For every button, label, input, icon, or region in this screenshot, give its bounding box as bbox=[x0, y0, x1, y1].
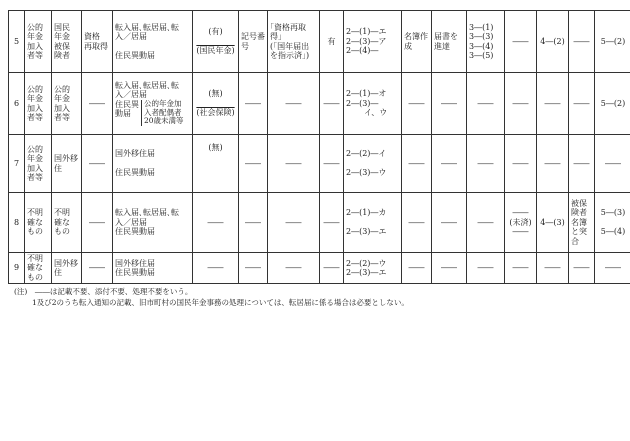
reference-cell: 2―(1)―エ 2―(3)―ア 2―(4)― bbox=[344, 11, 402, 73]
forward-cell: ―― bbox=[432, 253, 467, 284]
register-cell: ―― bbox=[402, 253, 432, 284]
note-exception: 1及び2のうち転入通知の記載、旧市町村の国民年金事務の処理については、転居届に係る場合は必要としない。 bbox=[32, 298, 409, 308]
presence-cell: ―― bbox=[320, 193, 344, 253]
instruction-cell: ―― bbox=[268, 73, 320, 135]
spouse-bracket: 公的年金加 入者配偶者 20歳未満等 bbox=[141, 100, 184, 127]
footnotes bbox=[14, 286, 409, 309]
section3-cell: ―― bbox=[467, 253, 505, 284]
qualification-cell: ―― bbox=[82, 135, 113, 193]
number-cell: ―― bbox=[239, 193, 268, 253]
instruction-cell: ―― bbox=[268, 253, 320, 284]
reference-cell: 2―(2)―イ 2―(3)―ウ bbox=[344, 135, 402, 193]
check-cell: ―― bbox=[569, 253, 595, 284]
check-cell: ―― bbox=[569, 11, 595, 73]
section5-cell: 5―(2) bbox=[595, 11, 630, 73]
notification-cell: 転入届､転居届､転 入／居届 住民異 動届 公的年金加 入者配偶者 20歳未満等 bbox=[113, 73, 193, 135]
row-number: 7 bbox=[9, 135, 25, 193]
register-cell: ―― bbox=[402, 193, 432, 253]
forward-cell: ―― bbox=[432, 193, 467, 253]
status-cell: ―― bbox=[505, 11, 537, 73]
qualification-cell: ―― bbox=[82, 193, 113, 253]
section4-cell: ―― bbox=[537, 253, 569, 284]
category-cell: 不明 確な もの bbox=[25, 253, 52, 284]
pension-flag-cell: ―― bbox=[193, 193, 239, 253]
section3-cell: ―― bbox=[467, 135, 505, 193]
table-row bbox=[9, 193, 630, 253]
category-cell: 公的 年金 加入 者等 bbox=[25, 135, 52, 193]
subcategory-cell: 公的 年金 加入 者等 bbox=[52, 73, 82, 135]
status-cell: ―― (未済) ―― bbox=[505, 193, 537, 253]
pension-flag-cell: (有) (国民年金) bbox=[193, 11, 239, 73]
forward-cell: ―― bbox=[432, 73, 467, 135]
check-cell: 被保 険者 名簿 と突 合 bbox=[569, 193, 595, 253]
number-cell: ―― bbox=[239, 253, 268, 284]
register-cell: ―― bbox=[402, 135, 432, 193]
row-number: 8 bbox=[9, 193, 25, 253]
note-definition: (注) ――は記載不要、添付不要、処理不要をいう。 bbox=[14, 287, 193, 296]
notification-cell: 国外移住届 住民異動届 bbox=[113, 135, 193, 193]
check-cell: ―― bbox=[569, 135, 595, 193]
presence-cell: ―― bbox=[320, 135, 344, 193]
number-cell: ―― bbox=[239, 135, 268, 193]
check-cell: ―― bbox=[569, 73, 595, 135]
section3-cell: ―― bbox=[467, 193, 505, 253]
status-cell: ―― bbox=[505, 253, 537, 284]
pension-flag-cell: (無) (社会保険) bbox=[193, 73, 239, 135]
presence-cell: ―― bbox=[320, 73, 344, 135]
register-cell: ―― bbox=[402, 73, 432, 135]
notification-cell: 国外移住届 住民異動届 bbox=[113, 253, 193, 284]
subcategory-cell: 不明 確な もの bbox=[52, 193, 82, 253]
instruction-cell: ―― bbox=[268, 193, 320, 253]
pension-flag-cell: (無) bbox=[193, 135, 239, 193]
section4-cell: ―― bbox=[537, 73, 569, 135]
section5-cell: 5―(3) 5―(4) bbox=[595, 193, 630, 253]
qualification-cell: ―― bbox=[82, 253, 113, 284]
qualification-cell: 資格 再取得 bbox=[82, 11, 113, 73]
section5-cell: ―― bbox=[595, 253, 630, 284]
register-cell: 名簿作 成 bbox=[402, 11, 432, 73]
number-cell: ―― bbox=[239, 73, 268, 135]
table-row bbox=[9, 11, 630, 73]
table-row bbox=[9, 73, 630, 135]
reference-cell: 2―(1)―カ 2―(3)―エ bbox=[344, 193, 402, 253]
presence-cell: ―― bbox=[320, 253, 344, 284]
section5-cell: ―― bbox=[595, 135, 630, 193]
row-number: 9 bbox=[9, 253, 25, 284]
table-row bbox=[9, 135, 630, 193]
category-cell: 不明 確な もの bbox=[25, 193, 52, 253]
section4-cell: 4―(2) bbox=[537, 11, 569, 73]
subcategory-cell: 国民 年金 被保 険者 bbox=[52, 11, 82, 73]
category-cell: 公的 年金 加入 者等 bbox=[25, 11, 52, 73]
section3-cell: ―― bbox=[467, 73, 505, 135]
row-number: 5 bbox=[9, 11, 25, 73]
pension-flag-cell: ―― bbox=[193, 253, 239, 284]
section3-cell: 3―(1) 3―(3) 3―(4) 3―(5) bbox=[467, 11, 505, 73]
notification-cell: 転入届､転居届､転 入／居届 住民異動届 bbox=[113, 193, 193, 253]
section4-cell: ―― bbox=[537, 135, 569, 193]
status-cell: ―― bbox=[505, 135, 537, 193]
subcategory-cell: 国外移 住 bbox=[52, 253, 82, 284]
section4-cell: 4―(3) bbox=[537, 193, 569, 253]
forward-cell: 届書を 進達 bbox=[432, 11, 467, 73]
instruction-cell: ―― bbox=[268, 135, 320, 193]
table-row bbox=[9, 253, 630, 284]
resident-move-block: 住民異 動届 公的年金加 入者配偶者 20歳未満等 bbox=[115, 98, 184, 126]
qualification-cell: ―― bbox=[82, 73, 113, 135]
presence-cell: 有 bbox=[320, 11, 344, 73]
number-cell: 記号番 号 bbox=[239, 11, 268, 73]
section5-cell: 5―(2) bbox=[595, 73, 630, 135]
instruction-cell: ｢資格再取 得｣ (｢国年届出 を指示済｣) bbox=[268, 11, 320, 73]
procedure-table bbox=[8, 10, 630, 284]
reference-cell: 2―(2)―ウ 2―(3)―エ bbox=[344, 253, 402, 284]
forward-cell: ―― bbox=[432, 135, 467, 193]
category-cell: 公的 年金 加入 者等 bbox=[25, 73, 52, 135]
reference-cell: 2―(1)―オ 2―(3)― イ、ウ bbox=[344, 73, 402, 135]
status-cell: ―― bbox=[505, 73, 537, 135]
subcategory-cell: 国外移 住 bbox=[52, 135, 82, 193]
notification-cell: 転入届､転居届､転 入／居届 住民異動届 bbox=[113, 11, 193, 73]
row-number: 6 bbox=[9, 73, 25, 135]
